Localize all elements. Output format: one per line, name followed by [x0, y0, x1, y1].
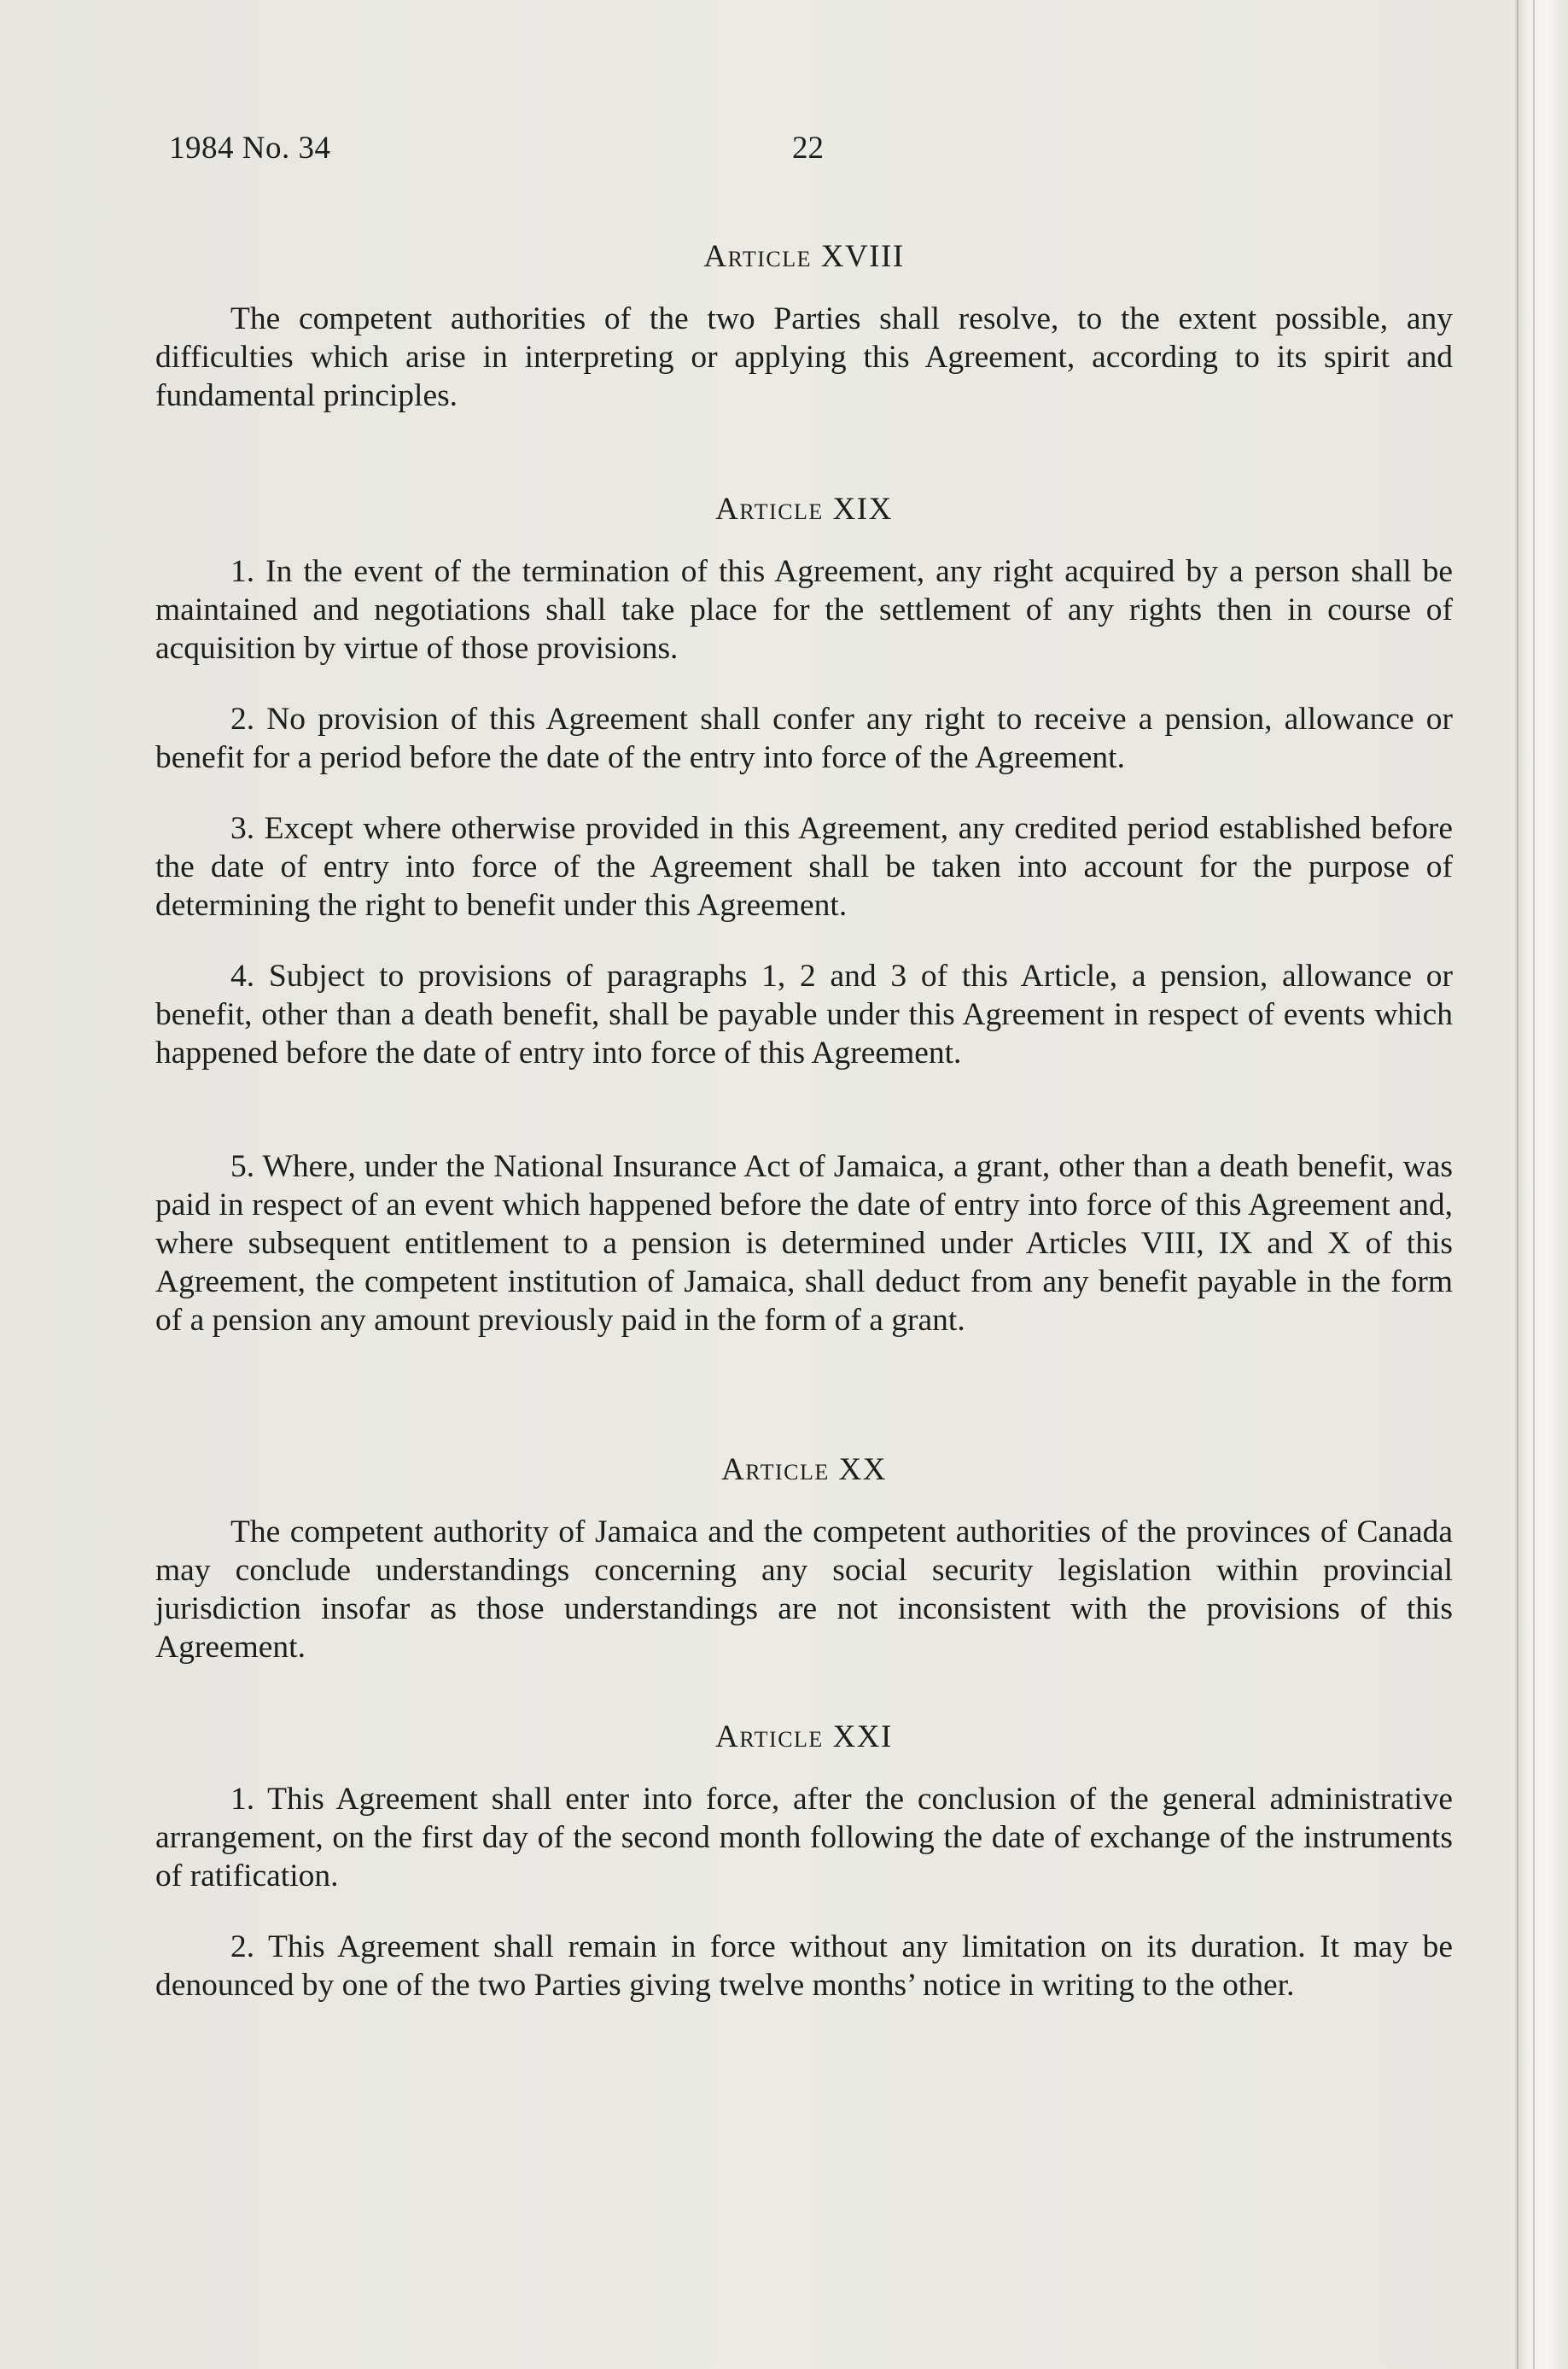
running-header: 1984 No. 34 — [169, 131, 331, 166]
article-paragraph: 2. This Agreement shall remain in force without any limitation on its duration. It may be denounced by one of the two Parties giving twelve months’ notice in writing to the other. — [155, 1929, 1453, 2003]
article-paragraph: 5. Where, under the National Insurance Act of Jamaica, a grant, other than a death benefit, was paid in respect of an event which happened before the date of entry into force of this Agreement and, where subsequent entitlement to a pension is determined under Articles VIII, IX and X of this Agreement, the competent institution of Jamaica, shall deduct from any benefit payable in the form of a pension any amount previously paid in the form of a grant. — [155, 1149, 1453, 1338]
article-title: Article XX — [721, 1452, 887, 1487]
article-paragraph: The competent authorities of the two Parties shall resolve, to the extent possible, any difficulties which arise in interpreting or applying this Agreement, according to its spirit and fundamental principles. — [155, 301, 1453, 413]
page-edge — [1515, 0, 1568, 2369]
article-paragraph: 1. In the event of the termination of this Agreement, any right acquired by a person shall be maintained and negotiations shall take place for the settlement of any rights then in course of acquisition by virtue of those provisions. — [155, 554, 1453, 666]
article-title: Article XVIII — [703, 239, 905, 274]
article-title: Article XIX — [715, 492, 893, 527]
page-number: 22 — [792, 131, 824, 166]
article-paragraph: 1. This Agreement shall enter into force, after the conclusion of the general administrative arrangement, on the first day of the second month following the date of exchange of the instruments of ratification. — [155, 1782, 1453, 1893]
article-paragraph: The competent authority of Jamaica and the competent authorities of the provinces of Canada may conclude understandings concerning any social security legislation within provincial jurisdiction insofar as those understandings are not inconsistent with the provisions of this Agreement. — [155, 1514, 1453, 1665]
page-edge-line — [1533, 0, 1535, 2369]
article-paragraph: 2. No provision of this Agreement shall confer any right to receive a pension, allowance or benefit for a period before the date of the entry into force of the Agreement. — [155, 702, 1453, 775]
article-paragraph: 4. Subject to provisions of paragraphs 1, 2 and 3 of this Article, a pension, allowance or benefit, other than a death benefit, shall be payable under this Agreement in respect of events which happened before the date of entry into force of this Agreement. — [155, 959, 1453, 1071]
document-body — [155, 237, 1453, 2004]
article-paragraph: 3. Except where otherwise provided in this Agreement, any credited period established before the date of entry into force of the Agreement shall be taken into account for the purpose of determining the right to benefit under this Agreement. — [155, 811, 1453, 923]
page-edge-line — [1517, 0, 1518, 2369]
article-title: Article XXI — [715, 1719, 893, 1754]
